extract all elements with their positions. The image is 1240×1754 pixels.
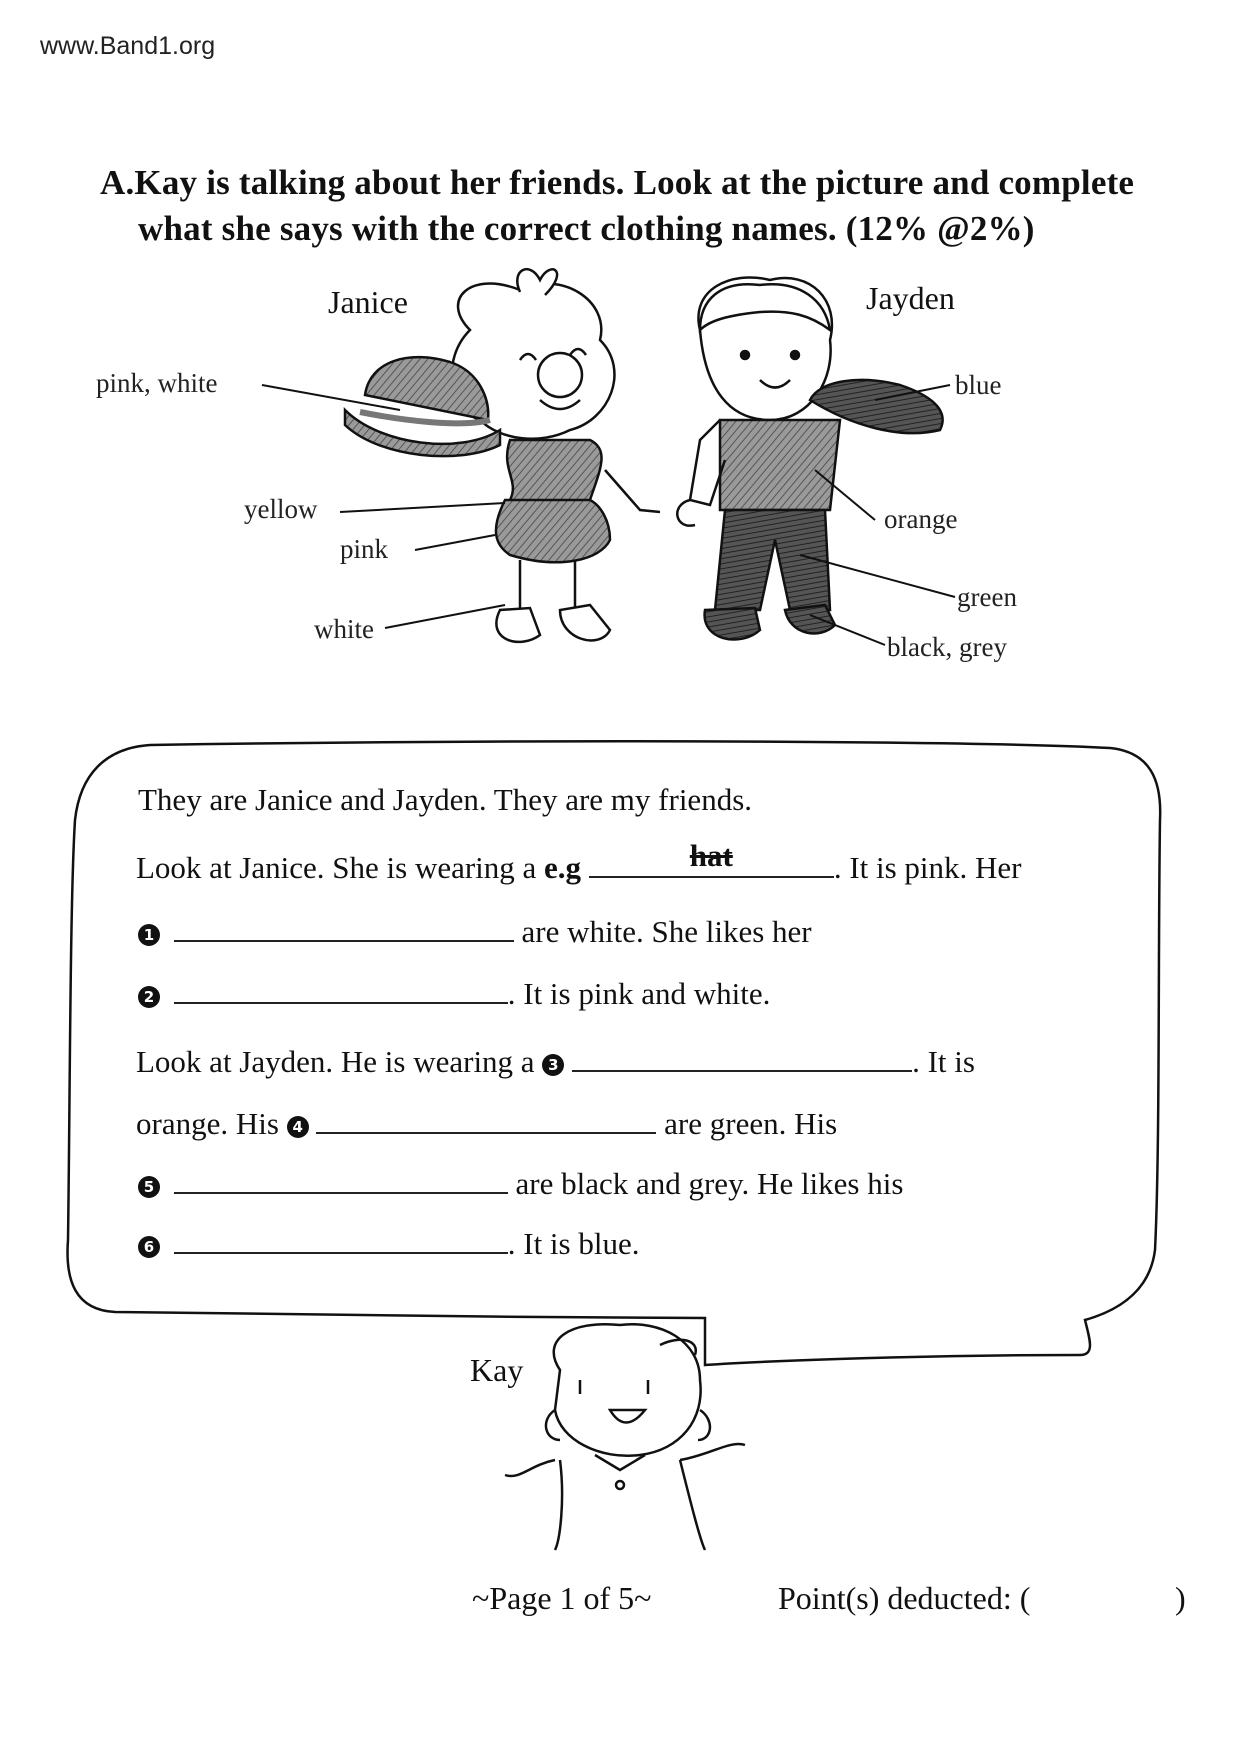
number-2-icon: 2 xyxy=(138,986,160,1008)
line-3-post: are white. She likes her xyxy=(521,914,812,949)
bubble-line-8 xyxy=(138,1222,640,1262)
line-8-post: . It is blue. xyxy=(507,1226,640,1261)
jayden-label-shirt: orange xyxy=(884,504,958,534)
number-4-icon: 4 xyxy=(287,1116,309,1138)
line-2-post: . It is pink. Her xyxy=(833,850,1022,885)
kay-drawing xyxy=(505,1324,745,1550)
site-url: www.Band1.org xyxy=(40,32,216,60)
line-4-post: . It is pink and white. xyxy=(507,976,771,1011)
eg-label: e.g xyxy=(544,850,582,885)
jayden-label-trousers: green xyxy=(957,582,1017,612)
answer-blank-6[interactable] xyxy=(174,1222,508,1254)
number-5-icon: 5 xyxy=(138,1176,160,1198)
answer-blank-1[interactable] xyxy=(174,910,514,942)
number-6-icon: 6 xyxy=(138,1236,160,1258)
answer-blank-2[interactable] xyxy=(174,972,508,1004)
janice-label-shoes: white xyxy=(314,614,374,644)
jayden-label-cap: blue xyxy=(955,370,1002,400)
jayden-name: Jayden xyxy=(866,280,955,316)
janice-label-skirt: pink xyxy=(340,534,389,564)
bubble-line-6 xyxy=(136,1102,837,1142)
question-title-line-2: what she says with the correct clothing names. (12% @2%) xyxy=(138,209,1035,248)
bubble-line-7 xyxy=(138,1162,903,1202)
bubble-line-3 xyxy=(138,910,812,950)
answer-blank-5[interactable] xyxy=(174,1162,508,1194)
answer-blank-3[interactable] xyxy=(572,1040,912,1072)
janice-drawing xyxy=(345,269,660,642)
points-deducted-close: ) xyxy=(1175,1580,1186,1616)
line-5-post: . It is xyxy=(912,1044,975,1079)
example-answer: hat xyxy=(689,838,733,873)
line-7-post: are black and grey. He likes his xyxy=(515,1166,904,1201)
janice-label-hat: pink, white xyxy=(96,368,218,398)
line-5-pre: Look at Jayden. He is wearing a xyxy=(136,1044,535,1079)
points-deducted-label: Point(s) deducted: ( xyxy=(778,1580,1031,1616)
bubble-line-2 xyxy=(136,838,1022,886)
jayden-label-shoes: black, grey xyxy=(887,632,1007,662)
line-2-pre: Look at Janice. She is wearing a xyxy=(136,850,537,885)
janice-label-blouse: yellow xyxy=(244,494,318,524)
number-3-icon: 3 xyxy=(542,1054,564,1076)
bubble-line-4 xyxy=(138,972,770,1012)
janice-name: Janice xyxy=(328,284,408,320)
bubble-line-5 xyxy=(136,1040,975,1080)
jayden-drawing xyxy=(677,277,942,639)
number-1-icon: 1 xyxy=(138,924,160,946)
bubble-line-1: They are Janice and Jayden. They are my friends. xyxy=(138,782,753,817)
question-title-line-1: A.Kay is talking about her friends. Look at the picture and complete xyxy=(100,163,1135,202)
answer-blank-4[interactable] xyxy=(316,1102,656,1134)
example-blank xyxy=(589,838,834,878)
kay-name: Kay xyxy=(470,1352,524,1388)
line-6-pre: orange. His xyxy=(136,1106,279,1141)
page-number: ~Page 1 of 5~ xyxy=(472,1580,652,1616)
line-6-post: are green. His xyxy=(664,1106,838,1141)
pointer-lines xyxy=(262,385,958,645)
